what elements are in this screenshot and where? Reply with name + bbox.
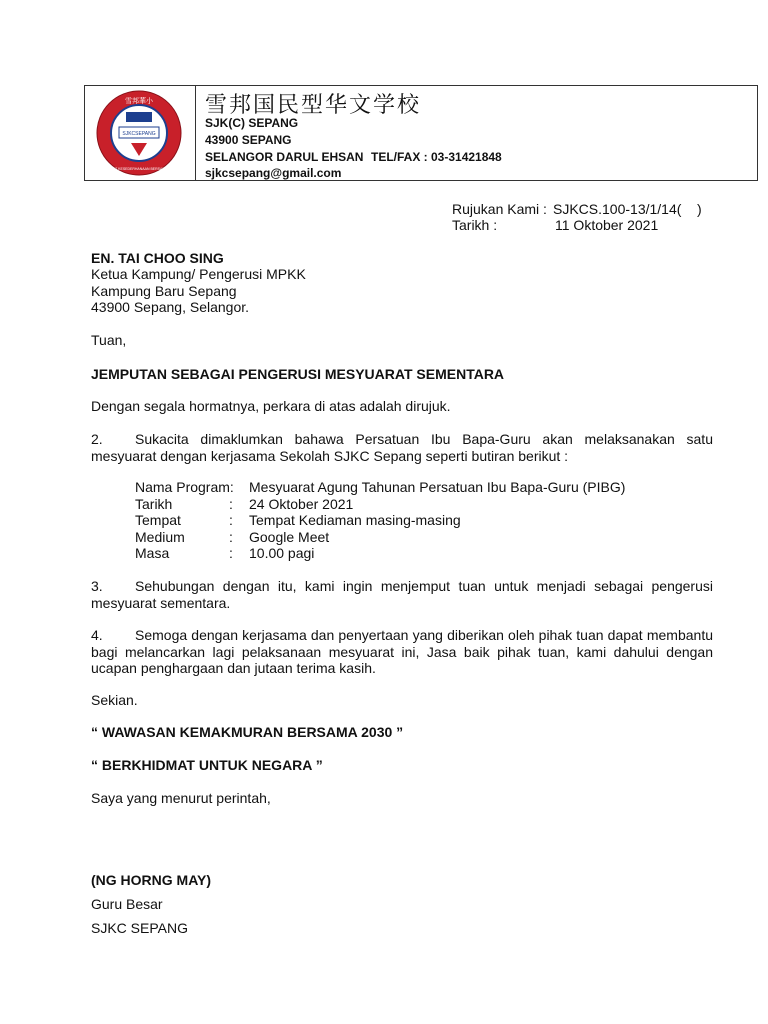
paragraph-4 (91, 627, 713, 677)
logo-top-text: 雪邦華小 (125, 97, 153, 105)
paragraph-number: 4. (91, 627, 103, 643)
paragraph-text: Sukacita dimaklumkan bahawa Persatuan Ibu Bapa-Guru akan melaksanakan satu mesyuarat dengan kerjasama Sekolah SJKC Sepang seperti butiran berikut : (91, 431, 713, 464)
salutation: Tuan, (91, 332, 127, 348)
program-colon: : (229, 512, 233, 528)
paragraph-text: Sehubungan dengan itu, kami ingin menjemput tuan untuk menjadi sebagai pengerusi mesyuarat sementara. (91, 578, 713, 611)
paragraph-text: Semoga dengan kerjasama dan penyertaan yang diberikan oleh pihak tuan dapat membantu bagi melancarkan lagi pelaksanaan mesyuarat ini, Jasa baik pihak tuan, kami dahului dengan ucapan penghargaan dan jutaan terima kasih. (91, 627, 713, 676)
program-value: 24 Oktober 2021 (249, 496, 354, 512)
sign-off: Saya yang menurut perintah, (91, 790, 271, 806)
school-postcode-town: 43900 SEPANG (205, 133, 292, 147)
closing-line: Sekian. (91, 692, 138, 708)
signatory-name: (NG HORNG MAY) (91, 872, 212, 888)
letterhead (84, 85, 758, 181)
program-label: Tempat (135, 512, 181, 528)
paragraph-number: 3. (91, 578, 103, 594)
school-logo (86, 88, 192, 178)
school-name-chinese: 雪邦国民型华文学校 (205, 93, 422, 118)
program-label: Masa (135, 545, 170, 561)
program-value: 10.00 pagi (249, 545, 315, 561)
school-name: SJK(C) SEPANG (205, 116, 299, 130)
motto-berkhidmat: “ BERKHIDMAT UNTUK NEGARA ” (91, 757, 323, 773)
school-state: SELANGOR DARUL EHSAN (205, 150, 364, 164)
logo-book-shape (126, 112, 152, 122)
program-label: Nama Program: (135, 479, 234, 495)
school-telfax: TEL/FAX : 03-31421848 (371, 150, 502, 164)
letterhead-divider (195, 86, 196, 180)
logo-badge-text: SJKCSEPANG (122, 131, 156, 137)
recipient-line: Kampung Baru Sepang (91, 283, 237, 299)
logo-bottom-text: BERHEMAT KESEDERHANAAN BERSAMA TANAH (98, 167, 180, 171)
school-email: sjkcsepang@gmail.com (205, 166, 342, 180)
program-label: Tarikh (135, 496, 173, 512)
rujukan-label: Rujukan Kami : (452, 201, 547, 217)
tarikh-label: Tarikh : (452, 217, 498, 233)
paragraph-3 (91, 578, 713, 611)
recipient-line: 43900 Sepang, Selangor. (91, 299, 250, 315)
program-value: Tempat Kediaman masing-masing (249, 512, 461, 528)
subject-heading: JEMPUTAN SEBAGAI PENGERUSI MESYUARAT SEMENTARA (91, 366, 505, 382)
paragraph-number: 2. (91, 431, 103, 447)
program-colon: : (229, 545, 233, 561)
paragraph-2 (91, 431, 713, 464)
program-colon: : (229, 529, 233, 545)
opening-line: Dengan segala hormatnya, perkara di atas adalah dirujuk. (91, 398, 451, 414)
program-value: Google Meet (249, 529, 330, 545)
signatory-school: SJKC SEPANG (91, 920, 188, 936)
rujukan-value: SJKCS.100-13/1/14( ) (553, 201, 702, 217)
program-value: Mesyuarat Agung Tahunan Persatuan Ibu Bapa-Guru (PIBG) (249, 479, 626, 495)
recipient-line: Ketua Kampung/ Pengerusi MPKK (91, 266, 306, 282)
tarikh-value: 11 Oktober 2021 (555, 217, 659, 233)
motto-wawasan: “ WAWASAN KEMAKMURAN BERSAMA 2030 ” (91, 724, 404, 740)
program-label: Medium (135, 529, 185, 545)
signatory-title: Guru Besar (91, 896, 163, 912)
recipient-name: EN. TAI CHOO SING (91, 250, 224, 266)
program-colon: : (229, 496, 233, 512)
